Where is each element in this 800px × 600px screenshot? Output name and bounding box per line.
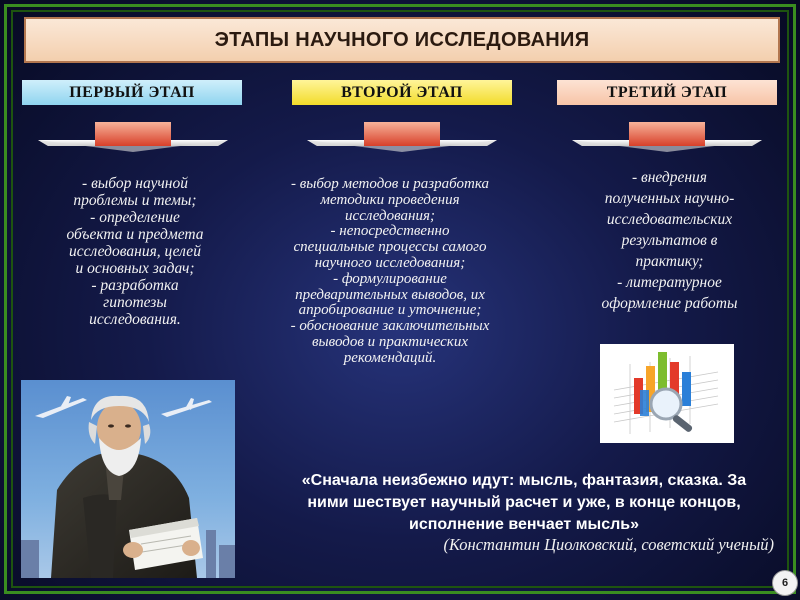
quote	[258, 470, 790, 536]
stage-2-line: предварительных выводов, их	[295, 286, 485, 303]
stage-2-line: специальные процессы самого	[293, 239, 487, 256]
down-arrow-icon	[307, 122, 497, 152]
stage-2-line: - непосредственно	[330, 223, 450, 240]
stage-1-line: - выбор научной	[82, 175, 188, 192]
stage-2-line: - выбор методов и разработка	[291, 176, 489, 192]
stage-3-text	[572, 167, 767, 314]
stage-2-line: рекомендаций.	[343, 349, 437, 366]
stage-1-line: исследования, целей	[69, 243, 201, 260]
stage-2-line: методики проведения	[320, 191, 460, 208]
stage-3-header: ТРЕТИЙ ЭТАП	[557, 80, 777, 105]
stage-1-line: исследования.	[89, 311, 181, 328]
stage-1-line: - разработка	[91, 277, 179, 294]
stage-1-line: проблемы и темы;	[73, 192, 197, 209]
scientist-portrait-image	[21, 380, 235, 578]
quote-line: «Сначала неизбежно идут: мысль, фантазия, сказка. За	[301, 472, 747, 489]
down-arrow-icon	[38, 122, 228, 152]
stage-2-line: выводов и практических	[312, 333, 468, 350]
stage-2-line: исследования;	[345, 207, 435, 224]
quote-line: исполнение венчает мысль»	[409, 516, 639, 533]
page-number: 6	[772, 570, 798, 596]
stage-1-line: - определение	[90, 209, 180, 226]
stage-3-line: полученных научно-	[604, 190, 735, 207]
stage-1-header: ПЕРВЫЙ ЭТАП	[22, 80, 242, 105]
stage-3-line: результатов в	[621, 232, 718, 249]
page-title: ЭТАПЫ НАУЧНОГО ИССЛЕДОВАНИЯ	[24, 17, 780, 63]
stage-1-line: гипотезы	[103, 294, 167, 311]
stage-2-line: научного исследования;	[314, 254, 466, 271]
quote-author: (Константин Циолковский, советский ученый)	[443, 535, 774, 554]
stage-3-line: практику;	[635, 253, 704, 270]
stage-2-line: - обоснование заключительных	[290, 318, 490, 335]
stage-1-line: и основных задач;	[75, 260, 195, 277]
stage-3-line: - внедрения	[631, 169, 708, 186]
stage-2-header: ВТОРОЙ ЭТАП	[292, 80, 512, 105]
stage-2-line: апробирование и уточнение;	[298, 302, 482, 319]
stage-3-line: - литературное	[617, 274, 722, 291]
stage-2-line: - формулирование	[333, 270, 447, 287]
stage-1-text	[35, 175, 235, 328]
stage-3-line: исследовательских	[606, 211, 733, 228]
stage-2-text	[255, 177, 525, 367]
quote-line: ними шествует научный расчет и уже, в конце концов,	[307, 494, 741, 511]
chart-magnifier-image	[600, 344, 734, 443]
down-arrow-icon	[572, 122, 762, 152]
stage-3-line: оформление работы	[601, 295, 738, 312]
stage-1-line: объекта и предмета	[66, 226, 204, 243]
